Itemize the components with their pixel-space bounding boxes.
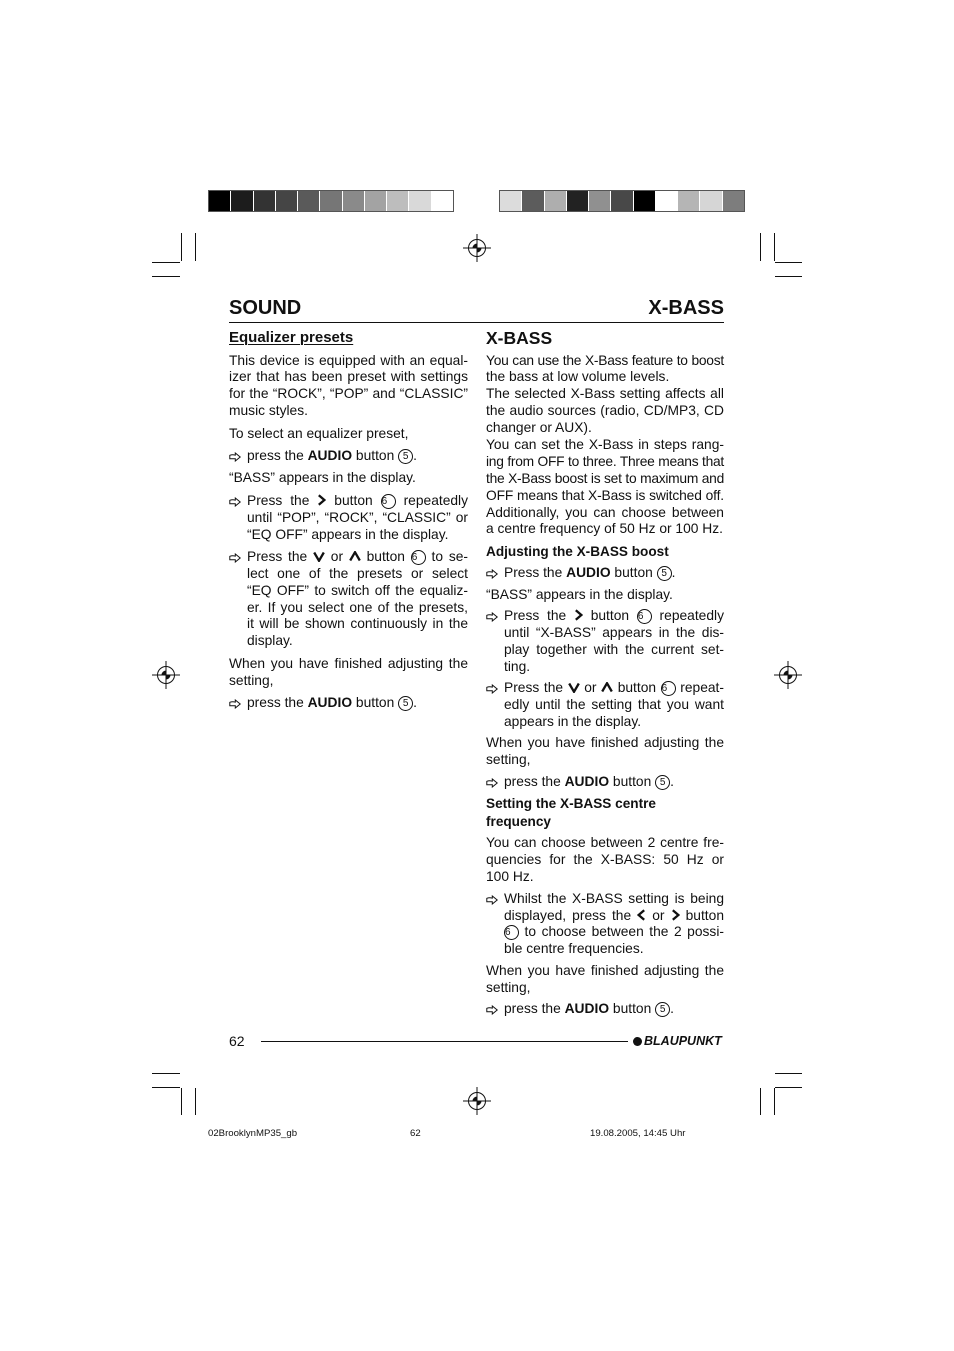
slug-timestamp: 19.08.2005, 14:45 Uhr bbox=[590, 1128, 686, 1139]
subheading bbox=[486, 795, 724, 831]
text-line bbox=[504, 608, 724, 625]
text-line: When you have finished adjusting the bbox=[229, 655, 468, 671]
arrow-bullet-icon bbox=[486, 612, 498, 622]
color-swatch bbox=[298, 191, 319, 211]
text-line: changer or AUX). bbox=[486, 420, 592, 436]
text-line: the X-Bass boost is set to maximum and bbox=[486, 470, 724, 486]
footer-rule bbox=[261, 1041, 628, 1042]
color-swatch bbox=[522, 191, 543, 211]
text-run: . bbox=[413, 447, 417, 463]
text-run: to se- bbox=[425, 548, 468, 564]
text-run: repeatedly bbox=[651, 608, 724, 624]
text-line: appears in the display. bbox=[504, 713, 642, 729]
chevron-down-icon bbox=[568, 682, 580, 693]
button-number-badge: 6 bbox=[504, 925, 519, 940]
text-line bbox=[504, 908, 724, 925]
text-line: ting. bbox=[504, 658, 531, 674]
text-line: the audio sources (radio, CD/MP3, CD bbox=[486, 403, 724, 419]
paragraph bbox=[486, 353, 724, 387]
instruction-step bbox=[486, 1001, 724, 1018]
instruction-step bbox=[229, 493, 468, 544]
instruction-step bbox=[229, 549, 468, 650]
crop-mark-top-left bbox=[152, 233, 196, 277]
text-line: quencies for the X-BASS: 50 Hz or bbox=[486, 852, 724, 868]
page-number: 62 bbox=[229, 1033, 245, 1049]
text-run: press the bbox=[504, 1001, 565, 1016]
arrow-bullet-icon bbox=[229, 553, 241, 563]
text-run: button bbox=[679, 907, 724, 923]
text-run: repeat- bbox=[675, 680, 724, 696]
chapter-title: SOUND bbox=[229, 297, 302, 319]
text-line: music styles. bbox=[229, 403, 308, 419]
text-line bbox=[247, 448, 468, 465]
text-line: To select an equalizer preset, bbox=[229, 425, 409, 441]
registration-mark-bottom bbox=[463, 1087, 491, 1115]
text-run: button bbox=[360, 548, 411, 564]
color-swatch bbox=[723, 191, 744, 211]
instruction-step bbox=[486, 565, 724, 582]
chevron-up-icon bbox=[601, 682, 613, 693]
text-line: until “POP”, “ROCK”, “CLASSIC” or bbox=[247, 509, 468, 525]
color-swatch bbox=[611, 191, 632, 211]
text-line: Whilst the X-BASS setting is being bbox=[504, 890, 724, 906]
paragraph bbox=[229, 656, 468, 690]
brand-logo bbox=[633, 1033, 722, 1049]
color-swatch bbox=[254, 191, 275, 211]
text-line: “EQ OFF” to switch off the equaliz- bbox=[247, 582, 468, 598]
text-line bbox=[247, 549, 468, 566]
registration-mark-right bbox=[774, 661, 802, 689]
button-name: AUDIO bbox=[564, 1001, 610, 1016]
section-heading: Equalizer presets bbox=[229, 329, 354, 346]
chevron-right-icon bbox=[574, 609, 583, 621]
text-line: setting, bbox=[486, 752, 531, 768]
text-line: ble centre frequencies. bbox=[504, 941, 644, 957]
text-run: or bbox=[579, 680, 602, 696]
text-line: This device is equipped with an equal- bbox=[229, 352, 468, 368]
text-run: button bbox=[352, 695, 399, 711]
color-swatch bbox=[276, 191, 297, 211]
text-line bbox=[504, 1001, 724, 1018]
color-swatch bbox=[209, 191, 230, 211]
chevron-right-icon bbox=[317, 494, 326, 506]
text-line: “EQ OFF” appears in the display. bbox=[247, 526, 449, 542]
color-swatch bbox=[700, 191, 721, 211]
text-line bbox=[504, 774, 724, 791]
color-swatch bbox=[365, 191, 386, 211]
color-swatch bbox=[589, 191, 610, 211]
text-line: Adjusting the X-BASS boost bbox=[486, 543, 669, 559]
text-line: izer that has been preset with settings bbox=[229, 369, 468, 385]
text-run: Press the bbox=[504, 565, 567, 581]
color-swatch bbox=[432, 191, 453, 211]
text-run: Press the bbox=[504, 680, 568, 696]
text-line bbox=[247, 695, 468, 712]
text-line: er. If you select one of the presets, bbox=[247, 599, 468, 615]
brand-name: BLAUPUNKT bbox=[644, 1034, 722, 1048]
crop-mark-bottom-right bbox=[761, 1074, 803, 1116]
text-line: display. bbox=[247, 633, 293, 649]
text-line: ing from OFF to three. Three means that bbox=[486, 453, 724, 469]
text-line: edly until the setting that you want bbox=[504, 697, 724, 713]
text-line: Additionally, you can choose between bbox=[486, 504, 724, 520]
color-calibration-bar-left bbox=[208, 190, 454, 212]
color-swatch bbox=[656, 191, 677, 211]
text-line bbox=[247, 493, 468, 510]
text-run: button bbox=[326, 492, 381, 508]
text-line: frequency bbox=[486, 813, 551, 829]
text-line: When you have finished adjusting the bbox=[486, 962, 724, 978]
button-number-badge: 5 bbox=[657, 566, 672, 581]
button-name: AUDIO bbox=[564, 773, 610, 789]
button-name: AUDIO bbox=[307, 447, 353, 463]
logo-dot-icon bbox=[633, 1037, 642, 1046]
text-run: repeatedly bbox=[395, 492, 469, 508]
paragraph bbox=[229, 470, 468, 487]
text-run: . bbox=[670, 1001, 674, 1016]
color-swatch bbox=[231, 191, 252, 211]
paragraph bbox=[486, 963, 724, 997]
text-line: until “X-BASS” appears in the dis- bbox=[504, 624, 724, 640]
color-swatch bbox=[320, 191, 341, 211]
button-number-badge: 5 bbox=[398, 696, 413, 711]
arrow-bullet-icon bbox=[486, 895, 498, 905]
text-run: to choose between the 2 possi- bbox=[519, 924, 724, 940]
text-line: lect one of the presets or select bbox=[247, 565, 468, 581]
arrow-bullet-icon bbox=[229, 699, 241, 709]
slug-page: 62 bbox=[410, 1128, 421, 1139]
slug-file-name: 02BrooklynMP35_gb bbox=[208, 1128, 298, 1139]
paragraph bbox=[486, 587, 724, 604]
text-run: press the bbox=[504, 773, 565, 789]
color-swatch bbox=[500, 191, 521, 211]
chapter-title-right: X-BASS bbox=[648, 297, 724, 319]
instruction-step bbox=[229, 695, 468, 712]
paragraph bbox=[486, 735, 724, 769]
button-number-badge: 5 bbox=[655, 1002, 670, 1017]
color-swatch bbox=[634, 191, 655, 211]
right-column bbox=[486, 328, 724, 1018]
button-number-badge: 6 bbox=[661, 681, 676, 696]
paragraph bbox=[486, 835, 724, 886]
text-run: . bbox=[413, 695, 417, 711]
registration-mark-left bbox=[152, 661, 180, 689]
instruction-step bbox=[486, 774, 724, 791]
text-line: it will be shown continuously in the bbox=[247, 616, 468, 632]
header-rule bbox=[229, 322, 724, 323]
chevron-left-icon bbox=[637, 909, 646, 921]
text-run: button bbox=[352, 447, 399, 463]
paragraph bbox=[486, 437, 724, 538]
left-column bbox=[229, 329, 468, 712]
text-line: The selected X-Bass setting affects all bbox=[486, 386, 724, 402]
paragraph bbox=[229, 353, 468, 421]
text-run: displayed, press the bbox=[504, 907, 638, 923]
text-line: a centre frequency of 50 Hz or 100 Hz. bbox=[486, 521, 723, 537]
button-number-badge: 5 bbox=[398, 449, 413, 464]
arrow-bullet-icon bbox=[486, 778, 498, 788]
button-number-badge: 6 bbox=[637, 609, 652, 624]
text-run: Press the bbox=[247, 548, 314, 564]
button-name: AUDIO bbox=[307, 695, 353, 711]
arrow-bullet-icon bbox=[229, 452, 241, 462]
text-run: press the bbox=[247, 695, 308, 711]
text-run: or bbox=[646, 907, 671, 923]
text-line: Setting the X-BASS centre bbox=[486, 795, 656, 811]
color-swatch bbox=[545, 191, 566, 211]
chevron-right-icon bbox=[671, 909, 680, 921]
text-line: You can set the X-Bass in steps rang- bbox=[486, 436, 724, 452]
instruction-step bbox=[486, 608, 724, 676]
arrow-bullet-icon bbox=[486, 1005, 498, 1015]
text-line: OFF means that X-Bass is switched off. bbox=[486, 487, 724, 503]
instruction-step bbox=[229, 448, 468, 465]
button-number-badge: 6 bbox=[381, 494, 396, 509]
button-number-badge: 5 bbox=[655, 775, 670, 790]
text-run: press the bbox=[247, 447, 308, 463]
text-run: button bbox=[609, 1001, 656, 1016]
instruction-step bbox=[486, 680, 724, 731]
text-line: “BASS” appears in the display. bbox=[486, 586, 673, 602]
text-run: . bbox=[670, 773, 674, 789]
text-run: Press the bbox=[504, 608, 574, 624]
paragraph bbox=[486, 386, 724, 437]
text-line bbox=[504, 565, 724, 582]
button-number-badge: 6 bbox=[411, 550, 426, 565]
text-line: When you have finished adjusting the bbox=[486, 735, 724, 751]
crop-mark-bottom-left bbox=[152, 1074, 196, 1116]
text-run: button bbox=[610, 565, 657, 581]
text-line bbox=[504, 680, 724, 697]
chevron-up-icon bbox=[349, 551, 361, 562]
subheading bbox=[486, 543, 724, 561]
color-swatch bbox=[409, 191, 430, 211]
arrow-bullet-icon bbox=[229, 497, 241, 507]
color-swatch bbox=[567, 191, 588, 211]
text-line: You can use the X-Bass feature to boost bbox=[486, 352, 724, 368]
text-line: for the “ROCK”, “POP” and “CLASSIC” bbox=[229, 386, 468, 402]
arrow-bullet-icon bbox=[486, 684, 498, 694]
chevron-down-icon bbox=[313, 551, 325, 562]
text-run: button bbox=[613, 680, 661, 696]
arrow-bullet-icon bbox=[486, 569, 498, 579]
section-heading: X-BASS bbox=[486, 328, 553, 348]
paragraph bbox=[229, 426, 468, 443]
registration-mark-top bbox=[463, 234, 491, 262]
text-line: “BASS” appears in the display. bbox=[229, 470, 416, 486]
text-run: Press the bbox=[247, 492, 318, 508]
color-swatch bbox=[678, 191, 699, 211]
color-swatch bbox=[387, 191, 408, 211]
text-line: setting, bbox=[486, 979, 531, 995]
instruction-step bbox=[486, 891, 724, 959]
button-name: AUDIO bbox=[566, 565, 611, 581]
text-run: . bbox=[671, 565, 676, 581]
color-calibration-bar-right bbox=[499, 190, 745, 212]
text-line: 100 Hz. bbox=[486, 869, 534, 885]
crop-mark-top-right bbox=[761, 233, 803, 277]
text-line: play together with the current set- bbox=[504, 641, 724, 657]
text-line: setting, bbox=[229, 672, 274, 688]
text-line: the bass at low volume levels. bbox=[486, 369, 670, 385]
text-run: button bbox=[609, 773, 656, 789]
text-line: You can choose between 2 centre fre- bbox=[486, 835, 724, 851]
text-line bbox=[504, 924, 724, 941]
text-run: or bbox=[325, 548, 349, 564]
text-run: button bbox=[582, 608, 637, 624]
color-swatch bbox=[343, 191, 364, 211]
